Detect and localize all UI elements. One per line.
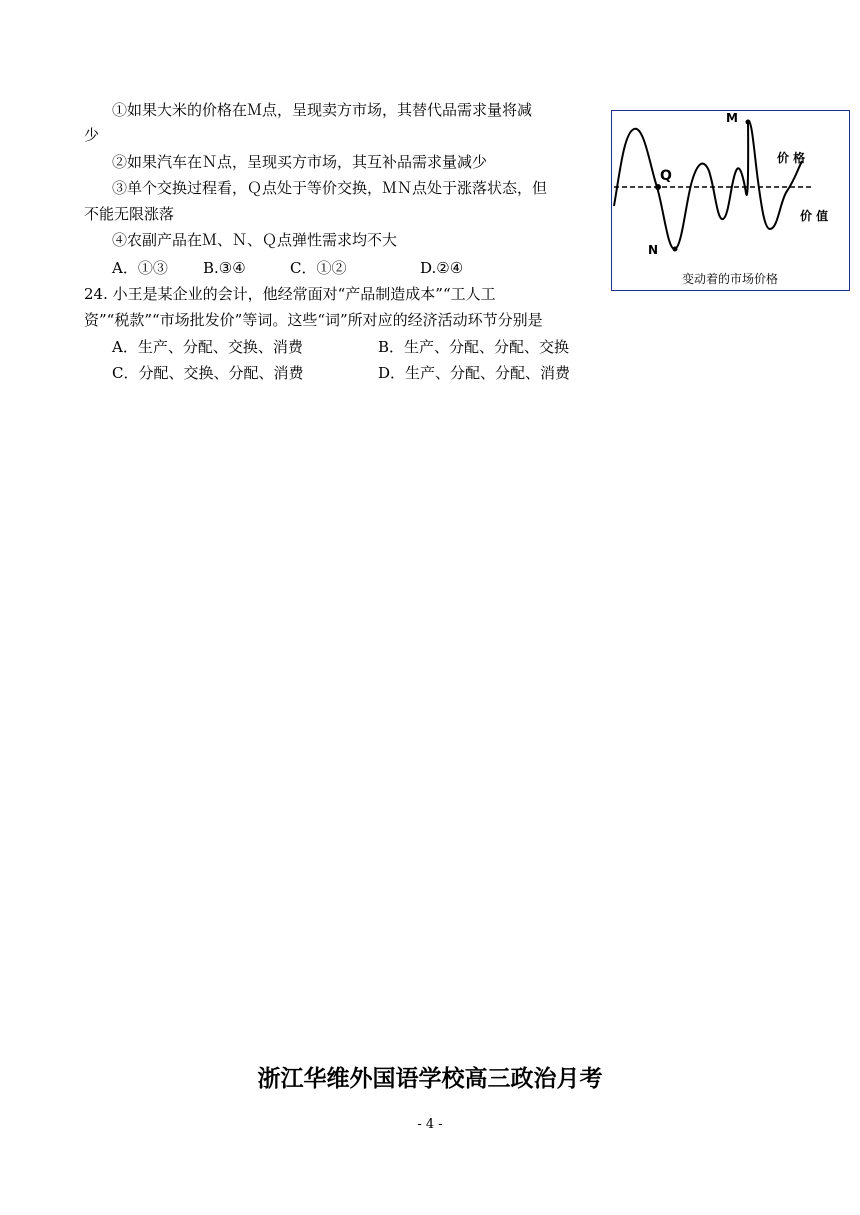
q23-option-a: A．①③ — [112, 259, 168, 277]
figure-caption: 变动着的市场价格 — [681, 272, 778, 286]
q23-option-b: B.③④ — [203, 259, 246, 277]
label-q: Q — [660, 168, 672, 184]
price-wave-tail — [748, 121, 802, 229]
q23-statement-3-line-1: ③单个交换过程看，Ｑ点处于等价交换，ＭＮ点处于涨落状态，但 — [112, 179, 548, 197]
price-wave — [614, 121, 748, 249]
point-q — [655, 184, 661, 190]
q24-stem-line-2: 资”“税款”“市场批发价”等词。这些“词”所对应的经济活动环节分别是 — [84, 311, 543, 329]
market-price-figure — [611, 110, 850, 291]
q24-option-c: C．分配、交换、分配、消费 — [112, 364, 304, 382]
point-m — [746, 120, 751, 125]
q23-statement-3-line-2: 不能无限涨落 — [84, 205, 175, 223]
q23-statement-1-line-2: 少 — [84, 126, 100, 144]
label-n: N — [648, 243, 659, 257]
q23-statement-1-line-1: ①如果大米的价格在Ｍ点，呈现卖方市场，其替代品需求量将减 — [112, 101, 533, 119]
point-n — [673, 247, 678, 252]
footer-title: 浙江华维外国语学校高三政治月考 — [257, 1066, 603, 1092]
q24-option-a: A．生产、分配、交换、消费 — [112, 338, 303, 356]
label-m: M — [726, 111, 738, 125]
q23-option-d: D.②④ — [420, 259, 464, 277]
label-value: 价 值 — [800, 209, 829, 223]
page-number: - 4 - — [417, 1117, 443, 1132]
q23-option-c: C．①② — [290, 259, 347, 277]
price-wave-svg — [612, 111, 848, 289]
q23-statement-4: ④农副产品在Ｍ、Ｎ、Ｑ点弹性需求均不大 — [112, 231, 398, 249]
q23-statement-2: ②如果汽车在Ｎ点，呈现买方市场，其互补品需求量减少 — [112, 153, 488, 171]
q24-option-b: B．生产、分配、分配、交换 — [378, 338, 570, 356]
q24-stem-line-1: 24. 小王是某企业的会计，他经常面对“产品制造成本”“工人工 — [84, 285, 496, 303]
q24-option-d: D．生产、分配、分配、消费 — [378, 364, 571, 382]
label-price: 价 格 — [777, 151, 806, 165]
